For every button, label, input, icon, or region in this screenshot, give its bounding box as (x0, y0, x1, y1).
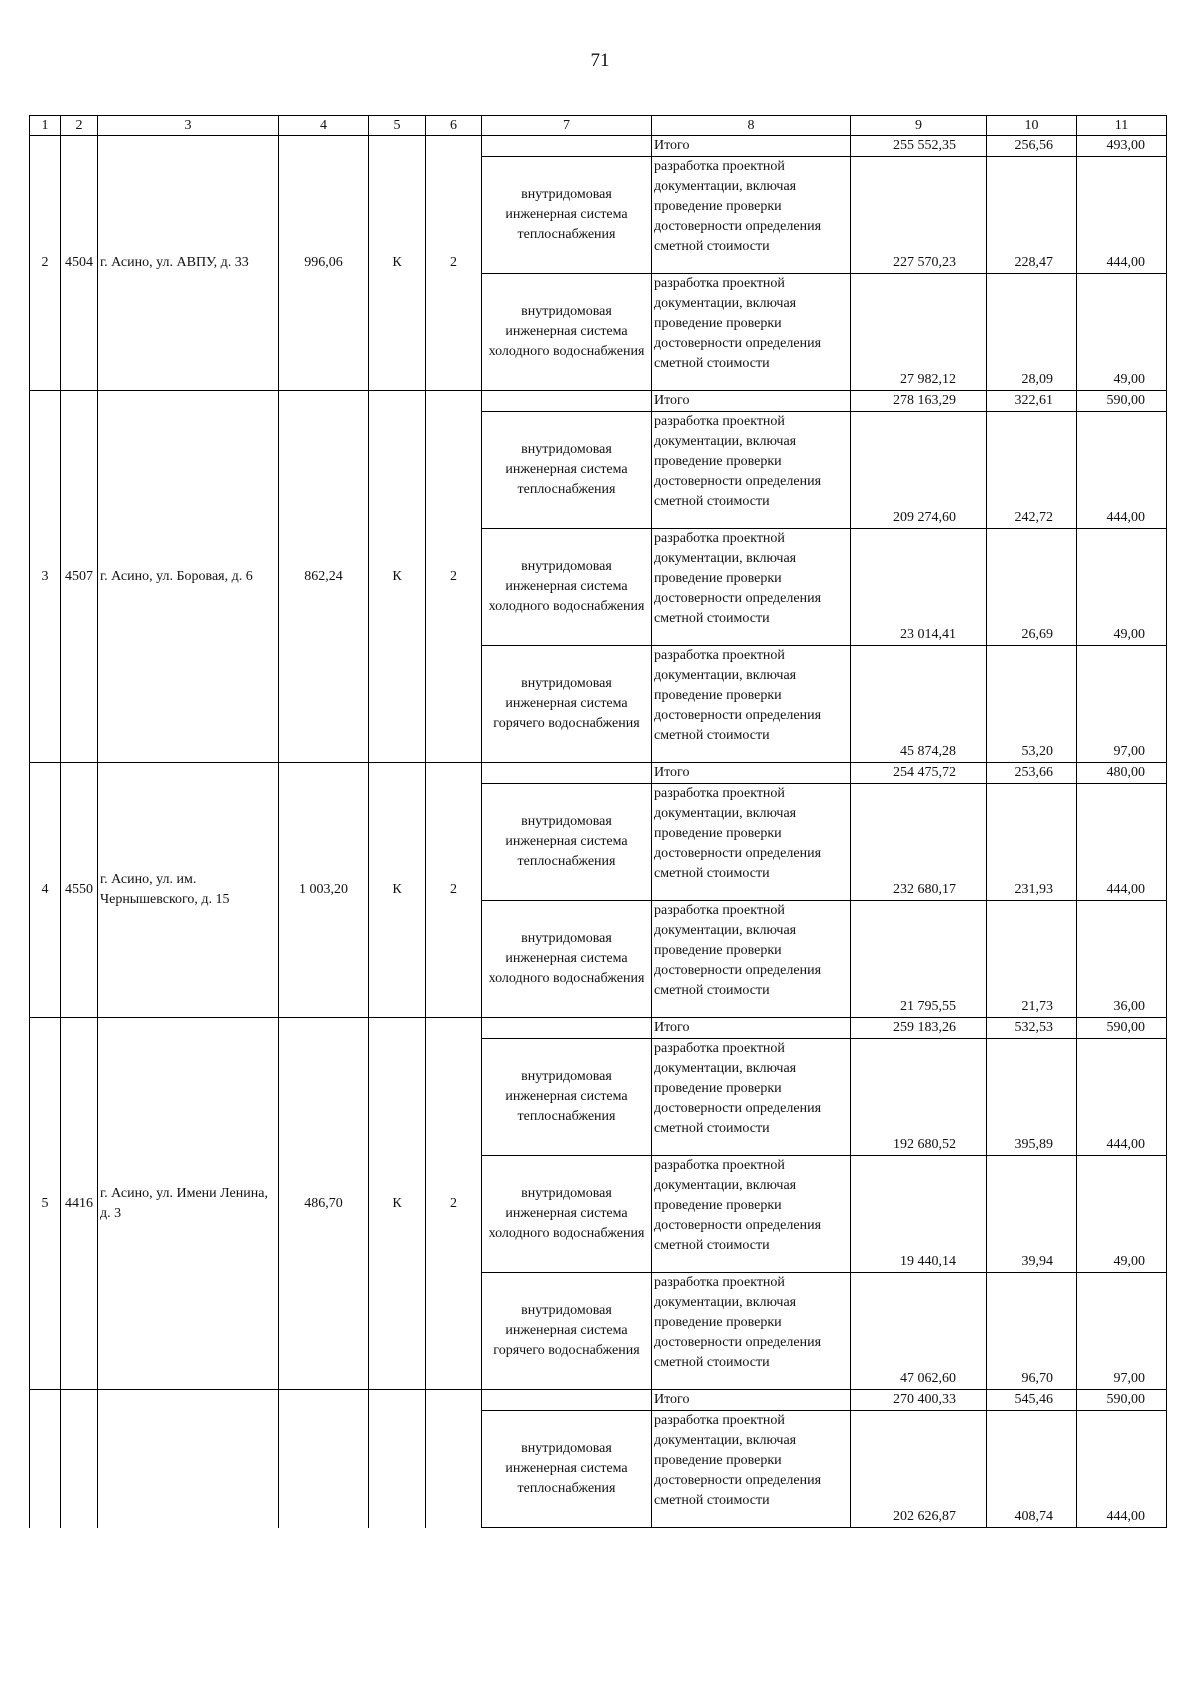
column-number-row (30, 116, 1167, 136)
work-type: разработка проектной документации, включая проведение проверки достоверности определения сметной стоимости (652, 1273, 851, 1390)
house-address: г. Асино, ул. АВПУ, д. 33 (98, 136, 279, 391)
house-type: К (369, 763, 426, 1018)
itogo-label: Итого (652, 1018, 851, 1039)
work-cost: 202 626,87 (851, 1411, 987, 1528)
work-cost: 209 274,60 (851, 412, 987, 529)
work-cost: 192 680,52 (851, 1039, 987, 1156)
column-number-11: 11 (1077, 116, 1167, 136)
work-cost: 27 982,12 (851, 274, 987, 391)
house-type: К (369, 136, 426, 391)
itogo-row (30, 763, 1167, 784)
house-code: 4416 (61, 1018, 98, 1390)
work-limit: 444,00 (1077, 1039, 1167, 1156)
work-cost-per-m2: 242,72 (987, 412, 1077, 529)
work-limit: 49,00 (1077, 529, 1167, 646)
column-number-7: 7 (482, 116, 652, 136)
work-type: разработка проектной документации, включая проведение проверки достоверности определения сметной стоимости (652, 1039, 851, 1156)
work-cost: 19 440,14 (851, 1156, 987, 1273)
system-cell-empty (482, 1018, 652, 1039)
itogo-row (30, 1390, 1167, 1411)
page-number: 71 (590, 50, 610, 71)
itogo-label: Итого (652, 763, 851, 784)
work-cost-per-m2: 395,89 (987, 1039, 1077, 1156)
itogo-per-m2: 322,61 (987, 391, 1077, 412)
itogo-limit: 493,00 (1077, 136, 1167, 157)
work-cost-per-m2: 53,20 (987, 646, 1077, 763)
house-area: 996,06 (279, 136, 369, 391)
work-count: 2 (426, 136, 482, 391)
itogo-cost: 259 183,26 (851, 1018, 987, 1039)
work-count: 2 (426, 391, 482, 763)
itogo-limit: 590,00 (1077, 1018, 1167, 1039)
itogo-cost: 278 163,29 (851, 391, 987, 412)
work-cost: 21 795,55 (851, 901, 987, 1018)
row-number: 5 (30, 1018, 61, 1390)
itogo-row (30, 391, 1167, 412)
itogo-per-m2: 532,53 (987, 1018, 1077, 1039)
work-type: разработка проектной документации, включая проведение проверки достоверности определения сметной стоимости (652, 529, 851, 646)
house-type: К (369, 1018, 426, 1390)
column-number-2: 2 (61, 116, 98, 136)
work-type: разработка проектной документации, включая проведение проверки достоверности определения сметной стоимости (652, 646, 851, 763)
house-code: 4504 (61, 136, 98, 391)
work-schedule-table (29, 115, 1167, 1528)
house-area (279, 1390, 369, 1528)
row-number: 2 (30, 136, 61, 391)
work-limit: 36,00 (1077, 901, 1167, 1018)
work-type: разработка проектной документации, включая проведение проверки достоверности определения сметной стоимости (652, 157, 851, 274)
column-number-3: 3 (98, 116, 279, 136)
work-cost-per-m2: 21,73 (987, 901, 1077, 1018)
itogo-cost: 254 475,72 (851, 763, 987, 784)
work-limit: 444,00 (1077, 784, 1167, 901)
itogo-cost: 270 400,33 (851, 1390, 987, 1411)
house-code: 4507 (61, 391, 98, 763)
engineering-system: внутридомовая инженерная система холодного водоснабжения (482, 274, 652, 391)
itogo-row (30, 1018, 1167, 1039)
work-limit: 49,00 (1077, 274, 1167, 391)
system-cell-empty (482, 136, 652, 157)
engineering-system: внутридомовая инженерная система горячего водоснабжения (482, 646, 652, 763)
itogo-label: Итого (652, 391, 851, 412)
work-cost-per-m2: 28,09 (987, 274, 1077, 391)
house-code: 4550 (61, 763, 98, 1018)
work-cost-per-m2: 26,69 (987, 529, 1077, 646)
row-number: 3 (30, 391, 61, 763)
work-cost-per-m2: 39,94 (987, 1156, 1077, 1273)
work-limit: 444,00 (1077, 157, 1167, 274)
itogo-label: Итого (652, 136, 851, 157)
work-cost: 47 062,60 (851, 1273, 987, 1390)
house-area: 1 003,20 (279, 763, 369, 1018)
table-body (30, 116, 1167, 1528)
house-address: г. Асино, ул. Имени Ленина, д. 3 (98, 1018, 279, 1390)
row-number (30, 1390, 61, 1528)
house-code (61, 1390, 98, 1528)
work-type: разработка проектной документации, включая проведение проверки достоверности определения сметной стоимости (652, 784, 851, 901)
work-limit: 444,00 (1077, 412, 1167, 529)
column-number-1: 1 (30, 116, 61, 136)
itogo-row (30, 136, 1167, 157)
itogo-per-m2: 545,46 (987, 1390, 1077, 1411)
itogo-per-m2: 253,66 (987, 763, 1077, 784)
work-count (426, 1390, 482, 1528)
house-area: 862,24 (279, 391, 369, 763)
work-limit: 444,00 (1077, 1411, 1167, 1528)
house-address (98, 1390, 279, 1528)
work-cost-per-m2: 408,74 (987, 1411, 1077, 1528)
work-limit: 97,00 (1077, 1273, 1167, 1390)
itogo-limit: 590,00 (1077, 391, 1167, 412)
engineering-system: внутридомовая инженерная система теплоснабжения (482, 157, 652, 274)
house-address: г. Асино, ул. Боровая, д. 6 (98, 391, 279, 763)
engineering-system: внутридомовая инженерная система холодного водоснабжения (482, 901, 652, 1018)
work-cost: 227 570,23 (851, 157, 987, 274)
work-count: 2 (426, 1018, 482, 1390)
work-type: разработка проектной документации, включая проведение проверки достоверности определения сметной стоимости (652, 1156, 851, 1273)
itogo-cost: 255 552,35 (851, 136, 987, 157)
itogo-label: Итого (652, 1390, 851, 1411)
engineering-system: внутридомовая инженерная система теплоснабжения (482, 1039, 652, 1156)
column-number-8: 8 (652, 116, 851, 136)
itogo-per-m2: 256,56 (987, 136, 1077, 157)
work-cost-per-m2: 96,70 (987, 1273, 1077, 1390)
column-number-9: 9 (851, 116, 987, 136)
engineering-system: внутридомовая инженерная система теплоснабжения (482, 1411, 652, 1528)
house-type (369, 1390, 426, 1528)
house-area: 486,70 (279, 1018, 369, 1390)
work-type: разработка проектной документации, включая проведение проверки достоверности определения сметной стоимости (652, 274, 851, 391)
column-number-10: 10 (987, 116, 1077, 136)
system-cell-empty (482, 391, 652, 412)
work-type: разработка проектной документации, включая проведение проверки достоверности определения сметной стоимости (652, 1411, 851, 1528)
work-type: разработка проектной документации, включая проведение проверки достоверности определения сметной стоимости (652, 901, 851, 1018)
engineering-system: внутридомовая инженерная система холодного водоснабжения (482, 1156, 652, 1273)
column-number-4: 4 (279, 116, 369, 136)
house-type: К (369, 391, 426, 763)
work-cost: 232 680,17 (851, 784, 987, 901)
engineering-system: внутридомовая инженерная система теплоснабжения (482, 412, 652, 529)
house-address: г. Асино, ул. им. Чернышевского, д. 15 (98, 763, 279, 1018)
work-count: 2 (426, 763, 482, 1018)
system-cell-empty (482, 1390, 652, 1411)
itogo-limit: 590,00 (1077, 1390, 1167, 1411)
work-cost-per-m2: 228,47 (987, 157, 1077, 274)
work-type: разработка проектной документации, включая проведение проверки достоверности определения сметной стоимости (652, 412, 851, 529)
column-number-5: 5 (369, 116, 426, 136)
engineering-system: внутридомовая инженерная система горячего водоснабжения (482, 1273, 652, 1390)
row-number: 4 (30, 763, 61, 1018)
work-cost: 23 014,41 (851, 529, 987, 646)
column-number-6: 6 (426, 116, 482, 136)
engineering-system: внутридомовая инженерная система теплоснабжения (482, 784, 652, 901)
itogo-limit: 480,00 (1077, 763, 1167, 784)
engineering-system: внутридомовая инженерная система холодного водоснабжения (482, 529, 652, 646)
work-limit: 97,00 (1077, 646, 1167, 763)
system-cell-empty (482, 763, 652, 784)
work-limit: 49,00 (1077, 1156, 1167, 1273)
work-cost-per-m2: 231,93 (987, 784, 1077, 901)
work-cost: 45 874,28 (851, 646, 987, 763)
